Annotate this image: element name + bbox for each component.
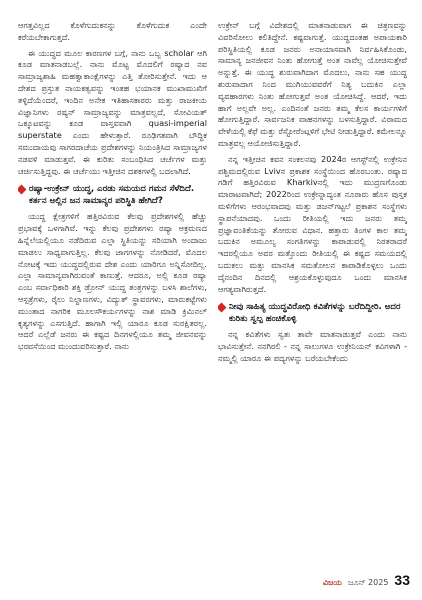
page-footer <box>323 572 410 588</box>
diamond-bullet-icon <box>18 185 26 195</box>
magazine-name: ವಿಜಯ <box>322 578 342 587</box>
left-column <box>18 20 207 580</box>
diamond-bullet-icon <box>218 303 226 313</box>
issue-date: ಜೂನ್ 2025 <box>347 578 389 587</box>
question-text: ರಷ್ಯಾ-ಉಕ್ರೇನ್ ಯುದ್ಧ, ಎರಡು ಸಮಯದ ಗಮನ ಸೆಳೆದಿದೆ. ಕರ್ತನ ಅಲ್ಲಿನ ಜನ ಸಾಮಾನ್ಯರ ಪರಿಸ್ಥಿತಿ ಹೇಗಿದೆ? <box>29 184 195 207</box>
paragraph: ಈ ಯುದ್ಧದ ಮೂಲ ಕಾರಣಗಳ ಬಗ್ಗೆ, ನಾನು ಒಬ್ಬ scholar ಆಗಿ ಕೂಡ ಮಾತನಾಡಬಲ್ಲೆ. ನಾನು ಮೊಟ್ಟ ಮೊದಲಿಗೆ ರಷ್ಯಾದ ನವ ಸಾಮ್ರಾಜ್ಯಶಾಹಿ ಮಹತ್ವಾಕಾಂಕ್ಷೆಗಳನ್ನು ಎತ್ತಿ ತೋರಿಸುತ್ತೇನೆ. ಇದು ಆ ದೇಶದ ಪ್ರಸ್ತುತ ನಾಯಕತ್ವವನ್ನು ಇಂತಹ ಭಯಾನಕ ಮುಖಾಮುಖಿಗೆ ತಳ್ಳಿದೆಯೆಂದರೆ, ಇಂದಿನ ಅನೇಕ ಇತಿಹಾಸಕಾರರು ಮತ್ತು ರಾಜಕೀಯ ವಿಜ್ಞಾನಿಗಳು ರಷ್ಯನ್ ಸಾಮ್ರಾಜ್ಯವನ್ನು ಮಾತ್ರವಲ್ಲದೆ, ಸೋವಿಯತ್ ಒಕ್ಕೂಟವನ್ನು ಕೂಡ ವಾಸ್ತವವಾಗಿ quasi-imperial superstate ಎಂದು ಹೇಳುತ್ತಾರೆ. ರೂಢಿಗತವಾಗಿ ಬೌದ್ಧಿಕ ಸಮುದಾಯವು ಸಾಗರದಾಚೆಯ ಪ್ರದೇಶಗಳನ್ನು ನಿಯಂತ್ರಿಸಿದ ಸಾಮ್ರಾಜ್ಯಗಳ ನಡವಳಿ ಮಾಡುತ್ತವೆ. ಈ ಕುರಿತು ಸಂಬಂಧಿಸಿದ ಚರ್ಚೆಗಳ ಮತ್ತು ಚರ್ಚಿಸುತ್ತಿದ್ದವು. ಈ ಚರ್ಚೆಯು ಇತ್ತೀಚಿನ ದಶಕಗಳಲ್ಲಿ ಬದಲಾಗಿದೆ. <box>18 47 207 176</box>
question-text: ನೀವು ಸಾಹಿತ್ಯ ಯುದ್ಧವಿರೋಧಿ ಕವಿತೆಗಳನ್ನು ಬರೆದಿದ್ದೀರಿ. ಅದರ ಕುರಿತು ಸ್ವಲ್ಪ ಹಂಚಿಕೊಳ್ಳಿ <box>229 302 401 325</box>
article-columns <box>18 20 408 580</box>
paragraph: ನನ್ನ ಇತ್ತೀಚಿನ ಕವನ ಸಂಕಲನವು 2024ರ ಆಗಸ್ಟ್‌ನಲ್ಲಿ ಉಕ್ರೇನಿನ ಪಶ್ಚಿಮದಲ್ಲಿರುವ Lvivನ ಪ್ರಕಾಶಕ ಸಂಸ್ಥೆಯಿಂದ ಹೊರಬಂತು. ರಷ್ಯಾದ ಗಡಿಗೆ ಹತ್ತಿರವಿರುವ Kharkivನಲ್ಲಿ ಇದು ಮುದ್ರಣಗೊಂಡು ಮಾರಾಟವಾಗಿದೆ; 2022ರಿಂದ ಉಕ್ರೇನ್ನಾದ್ಯಂತ ನೂರಾರು ಹೊಸ ಪುಸ್ತಕ ಮಳಿಗೆಗಳು ಆರಂಭವಾದವು ಮತ್ತು ಡಜನ್‌ಗಟ್ಟಲೆ ಪ್ರಕಾಶನ ಸಂಸ್ಥೆಗಳು ಸ್ಥಾಪನೆಯಾದವು. ಒಂದು ರೀತಿಯಲ್ಲಿ ಇದು ಜನರು ತಮ್ಮ ಪ್ರಜ್ಞಾವಂತಿಕೆಯನ್ನು ತೋರುವ ವಿಧಾನ. ಹತ್ತಾರು ತಿಂಗಳ ಕಾಲ ತಮ್ಮ ಬದುಕಿನ ಅಮೂಲ್ಯ ಸಂಗತಿಗಳನ್ನು ಕಾಪಾಡುವಲ್ಲಿ ನಿರತರಾದರೆ ಇದರಲ್ಲಿಯೂ ಅವರ ಮತ್ತೊಂದು ರೀತಿಯಲ್ಲಿ ಈ ಕಷ್ಟದ ಸಮಯದಲ್ಲಿ ಬದುಕಲು ಮತ್ತು ಮಾನಸಿಕ ಸಮತೋಲನ ಕಾಪಾಡಿಕೊಳ್ಳಲು ಒಂದು ದೈನಂದಿನ ದಿನದಲ್ಲಿ ಆಶ್ರಯಕೊಳ್ಳುವುದೂ ಒಂದು ಮಾನಸಿಕ ಆಗತ್ಯವಾಗಿರುತ್ತದೆ. <box>218 153 407 294</box>
question-heading <box>218 301 407 325</box>
paragraph: ಯುದ್ಧ ಕ್ಷೇತ್ರಗಳಿಗೆ ಹತ್ತಿರವಿರುವ ಕೆಲವು ಪ್ರದೇಶಗಳಲ್ಲಿ ಹೆಚ್ಚು ಪ್ರಭಾವಕ್ಕೆ ಒಳಗಾಗಿವೆ. ಇನ್ನು ಕೆಲವು ಪ್ರದೇಶಗಳು ರಷ್ಯಾ ಆಕ್ರಮಣದ ಹಿನ್ನೆಲೆಯಲ್ಲಿಯೂ ನಡೆದಿರುವ ಎಲ್ಲಾ ಸ್ಥಿತಿಯನ್ನು ಸರಿಯಾಗಿ ಅಂದಾಜು ಮಾಡಲು ಸಾಧ್ಯವಾಗುತ್ತಿಲ್ಲ. ಕೆಲವು ಜಾಗಗಳನ್ನು ನೋಡಿದರೆ, ಮೊದಲ ನೋಟಕ್ಕೆ ಇದು ಯುದ್ಧದಲ್ಲಿರುವ ದೇಶ ಎಂದು ಯಾರಿಗೂ ಅನ್ನಿಸೋದಿಲ್ಲ. ಎಲ್ಲಾ ಸಾಮಾನ್ಯವಾಗಿರುವಂತೆ ಕಾಣುತ್ತೆ. ಆದರೂ, ಅಲ್ಲಿ ಕೂಡ ರಷ್ಯಾ ಎಂಬ ಸರ್ವಾಧಿಕಾರಿ ಶಕ್ತಿ ಡ್ರೋನ್ ಯುದ್ಧ ತಂತ್ರಗಳನ್ನು ಬಳಸಿ ಶಾಲೆಗಳು, ಆಸ್ಪತ್ರೆಗಳು, ರೈಲು ನಿಲ್ದಾಣಗಳು, ವಿದ್ಯುತ್ ಸ್ಥಾವರಗಳು, ಮಾರುಕಟ್ಟೆಗಳು ಮುಂತಾದ ನಾಗರಿಕ ಮೂಲಸೌಕರ್ಯಗಳನ್ನು ನಾಶ ಮಾಡಿ ಕ್ರಿಮಿನಲ್ ಕೃತ್ಯಗಳನ್ನು ಎಸಗುತ್ತಿದೆ. ಹಾಗಾಗಿ ಇಲ್ಲಿ ಯಾರೂ ಕೂಡ ಸುರಕ್ಷಿತರಲ್ಲ. ಆದರೆ ಎಲ್ಲೆಡೆ ಜನರು ಈ ಕಷ್ಟದ ದಿನಗಳಲ್ಲಿಯೂ ತಮ್ಮ ಜೀವನವನ್ನು ಭರವಸೆಯಿಂದ ಮುಂದುವರಿಸುತ್ತಾರೆ. ನಾನು <box>18 211 207 352</box>
paragraph: ಉಕ್ರೇನ್ ಬಗ್ಗೆ ವಿದೇಶದಲ್ಲಿ ಮಾತನಾಡುವಾಗ ಈ ಚಿತ್ರಣವನ್ನು ವಿವರಿಸೋಲು ಕಲಿತಿದ್ದೇನೆ. ಕಷ್ಟವಾಗುತ್ತೆ. ಯುದ್ಧದಂತಹ ಅಪಾಯಕಾರಿ ಪರಿಸ್ಥಿತಿಯಲ್ಲಿ ಕೂಡ ಜನರು ಅನಾಯಾಸವಾಗಿ ನಿರ್ವಹಿಸಿಕೊಂಡು, ಸಾಮಾನ್ಯ ಜನಜೀವನ ನಿಂತು ಹೋಗುತ್ತೆ ಅಂತ ನಾವೆಲ್ಲ ಯೋಚಿಸುತ್ತೇವೆ ಅನ್ನುತ್ತೆ. ಈ ಯುದ್ಧ ಶುರುವಾಗಿದಾಗ ಮೊದಲು, ನಾನು ಸಹ ಯುದ್ಧ ಶುರುವಾದಾಗ ನಿಂದ ಮುಗಿಯುವವರೆಗೆ ನಿತ್ಯ ಬದುಕಿನ ಎಲ್ಲಾ ವ್ಯವಹಾರಗಳು ನಿಂತು ಹೋಗುತ್ತವೆ ಅಂತ ಯೋಚಿಸಿದ್ದೆ. ಆದರೆ, ಇದು ಹಾಗೆ ಅಲ್ಲವೇ ಅಲ್ಲ. ಎಂದಿನಂತೆ ಜನರು ತಮ್ಮ ಕೆಲಸ ಕಾರ್ಯಗಳಿಗೆ ಹೋಗುತ್ತಿದ್ದಾರೆ. ಸಾರ್ವಜನಿಕ ವಾಹನಗಳನ್ನು ಬಳಸುತ್ತಿದ್ದಾರೆ. ವಿರಾಮದ ವೇಳೆಯಲ್ಲಿ ಕೆಫೆ ಮತ್ತು ರೆಸ್ಟೋರೆಂಟ್ಗಳಿಗೆ ಭೇಟಿ ನೀಡುತ್ತಿದ್ದಾರೆ. ಕಮೇಲನ್ನೂ ಮಾತ್ರವಲ್ಲ ಆಯೋಜಿಸುತ್ತಿದ್ದಾರೆ. <box>218 20 407 148</box>
page-number: 33 <box>394 572 410 588</box>
paragraph: ಆಗತ್ತವಿಲ್ಲದ ಕೊಳೆಗುದುಕನನ್ನು ಕೊಳೆಗುದುಕ ಎಂದೇ ಕರೆಯಬೇಕಾಗುತ್ತದೆ. <box>18 20 207 42</box>
question-heading <box>18 183 207 207</box>
paragraph: ನನ್ನ ಕವಿತೆಗಳು ಸ್ವತಃ ತಾವೇ ಮಾತನಾಡುತ್ತವೆ ಎಂದು ನಾನು ಭಾವಿಸುತ್ತೇನೆ. ನನಗಿರಲಿ - ನನ್ನ ಸಾಲುಗಳೂ ಉಕ್ರೇನಿಯನ್ ಕವಿಗಳಾಗಿ - ನಮ್ಮಲ್ಲಿ ಯಾರೂ ಈ ಪದ್ಯಗಳನ್ನು ಬರೆಯಬೇಕೆಂದು <box>218 329 407 363</box>
right-column <box>218 20 407 580</box>
